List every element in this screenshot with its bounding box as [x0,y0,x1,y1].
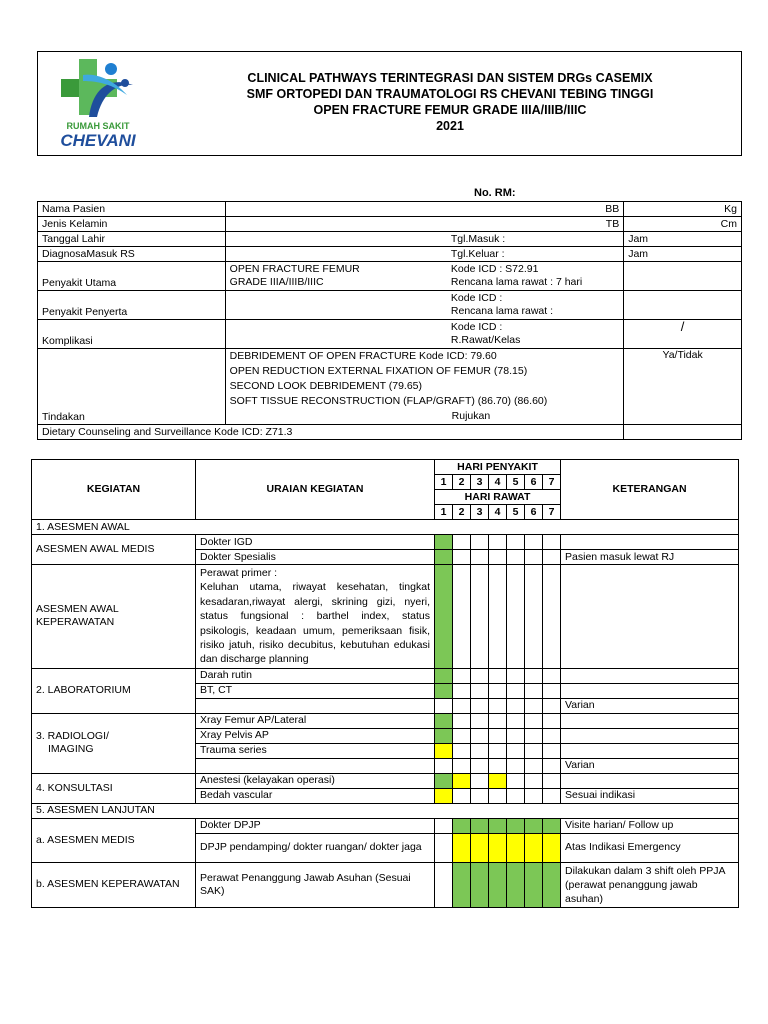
tindakan-label: Tindakan [38,349,226,425]
nama-pasien-label: Nama Pasien [38,202,226,217]
cell-yellow [471,833,489,862]
cell-yellow [489,833,507,862]
dokter-igd: Dokter IGD [196,535,435,550]
kelas-slash: / [624,320,742,349]
cell-green [435,535,453,550]
cell-green [543,818,561,833]
hospital-logo [43,55,153,150]
asesmen-keperawatan-label: b. ASESMEN KEPERAWATAN [32,862,196,907]
tb-label: TB [225,217,624,232]
cell-green [435,550,453,565]
perawat-pj: Perawat Penanggung Jawab Asuhan (Sesuai SAK) [196,862,435,907]
jam-label-2: Jam [624,247,742,262]
cell-green [435,773,453,788]
dokter-dpjp: Dokter DPJP [196,818,435,833]
cell-green [471,818,489,833]
cell-yellow [453,833,471,862]
laboratorium-label: 2. LABORATORIUM [32,668,196,713]
cell-yellow [507,833,525,862]
table-row [32,535,739,550]
jenis-kelamin-label: Jenis Kelamin [38,217,226,232]
cell-yellow [543,833,561,862]
kode-icd-utama: Kode ICD : S72.91 Rencana lama rawat : 7 hari [447,262,624,291]
title-line-3: OPEN FRACTURE FEMUR GRADE IIIA/IIIB/IIIC [313,103,587,117]
cell-green [525,862,543,907]
atas-indikasi: Atas Indikasi Emergency [561,833,739,862]
sesuai-indikasi: Sesuai indikasi [561,788,739,803]
cell-green [525,818,543,833]
bb-label: BB [225,202,624,217]
title-line-4: 2021 [436,119,464,133]
cell-green [435,565,453,669]
anestesi: Anestesi (kelayakan operasi) [196,773,435,788]
clinical-pathway-table [31,459,739,908]
radiologi-label: 3. RADIOLOGI/ IMAGING [32,713,196,773]
cell-green [453,862,471,907]
cell-green [489,818,507,833]
uraian-header: URAIAN KEGIATAN [196,460,435,520]
varian-lab: Varian [561,698,739,713]
asesmen-medis-label: a. ASESMEN MEDIS [32,818,196,862]
table-row [32,565,739,669]
hr-day-7: 7 [543,505,561,520]
pasien-masuk-rj: Pasien masuk lewat RJ [561,550,739,565]
asesmen-awal-keperawatan-label: ASESMEN AWAL KEPERAWATAN [32,565,196,669]
xray-femur: Xray Femur AP/Lateral [196,713,435,728]
cell-yellow [435,788,453,803]
hr-day-6: 6 [525,505,543,520]
hp-day-1: 1 [435,475,453,490]
section-asesmen-lanjutan: 5. ASESMEN LANJUTAN [32,803,739,818]
logo-text-bottom: CHEVANI [60,131,136,150]
title-line-1: CLINICAL PATHWAYS TERINTEGRASI DAN SISTEM DRGs CASEMIX [247,71,653,85]
patient-info-table [37,201,742,440]
table-row [32,818,739,833]
cell-green [471,862,489,907]
cell-green [507,818,525,833]
table-row [32,773,739,788]
trauma-series: Trauma series [196,743,435,758]
diagnosa-label: DiagnosaMasuk RS [38,247,226,262]
dokter-spesialis: Dokter Spesialis [196,550,435,565]
no-rm-label: No. RM: [474,187,516,199]
kode-icd-penyerta: Kode ICD : Rencana lama rawat : [447,291,624,320]
cell-yellow [489,773,507,788]
hp-day-2: 2 [453,475,471,490]
penyakit-utama-label: Penyakit Utama [38,262,226,291]
penyakit-utama-value: OPEN FRACTURE FEMUR GRADE IIIA/IIIB/IIIC [225,262,447,291]
varian-radiologi: Varian [561,758,739,773]
hr-day-2: 2 [453,505,471,520]
hari-penyakit-header: HARI PENYAKIT [435,460,561,475]
bedah-vascular: Bedah vascular [196,788,435,803]
document-title [160,70,740,134]
bt-ct: BT, CT [196,683,435,698]
ya-tidak-label: Ya/Tidak [624,349,742,425]
hp-day-5: 5 [507,475,525,490]
tanggal-lahir-label: Tanggal Lahir [38,232,226,247]
kg-label: Kg [624,202,742,217]
darah-rutin: Darah rutin [196,668,435,683]
komplikasi-label: Komplikasi [38,320,226,349]
cell-green [435,728,453,743]
asesmen-awal-medis-label: ASESMEN AWAL MEDIS [32,535,196,565]
kode-icd-komplikasi: Kode ICD : R.Rawat/Kelas [447,320,624,349]
cell-yellow [525,833,543,862]
table-row [32,713,739,728]
title-line-2: SMF ORTOPEDI DAN TRAUMATOLOGI RS CHEVANI TEBING TINGGI [246,87,654,101]
hp-day-7: 7 [543,475,561,490]
rujukan-label: Rujukan [451,410,491,422]
dilakukan-3-shift: Dilakukan dalam 3 shift oleh PPJA (perawat penanggung jawab asuhan) [561,862,739,907]
cell-green [435,668,453,683]
hp-day-3: 3 [471,475,489,490]
visite-harian: Visite harian/ Follow up [561,818,739,833]
tindakan-list: DEBRIDEMENT OF OPEN FRACTURE Kode ICD: 79.60 OPEN REDUCTION EXTERNAL FIXATION OF FEMUR (78.15) SECOND LOOK DEBRIDEMENT (79.65) SOFT TISSUE RECONSTRUCTION (FLAP/GRAFT) (86.70) (86.60) Rujukan [225,349,624,425]
table-row [32,668,739,683]
penyakit-penyerta-label: Penyakit Penyerta [38,291,226,320]
hr-day-3: 3 [471,505,489,520]
cell-yellow [453,773,471,788]
section-asesmen-awal: 1. ASESMEN AWAL [32,520,739,535]
keterangan-header: KETERANGAN [561,460,739,520]
hp-day-6: 6 [525,475,543,490]
table-row [32,862,739,907]
cell-green [435,713,453,728]
tgl-keluar-label: Tgl.Keluar : [447,247,624,262]
cell-green [543,862,561,907]
cm-label: Cm [624,217,742,232]
cell-green [453,818,471,833]
tgl-masuk-label: Tgl.Masuk : [447,232,624,247]
perawat-primer: Perawat primer : Keluhan utama, riwayat kesehatan, tingkat kesadaran,riwayat alergi, skrining gizi, nyeri, status fungsional : barthel index, status psikologis, keadaan umum, pemeriksaan fisik, risiko jatuh, risiko decubitus, kebutuhan edukasi dan discharge planning [196,565,435,669]
cell-green [507,862,525,907]
hari-rawat-header: HARI RAWAT [435,490,561,505]
dpjp-pendamping: DPJP pendamping/ dokter ruangan/ dokter jaga [196,833,435,862]
dietary-counseling: Dietary Counseling and Surveillance Kode ICD: Z71.3 [38,425,624,440]
hr-day-4: 4 [489,505,507,520]
hr-day-1: 1 [435,505,453,520]
jam-label-1: Jam [624,232,742,247]
cell-yellow [435,743,453,758]
logo-text-top: RUMAH SAKIT [66,121,130,131]
cell-green [489,862,507,907]
kegiatan-header: KEGIATAN [32,460,196,520]
xray-pelvis: Xray Pelvis AP [196,728,435,743]
hp-day-4: 4 [489,475,507,490]
konsultasi-label: 4. KONSULTASI [32,773,196,803]
hr-day-5: 5 [507,505,525,520]
cell-green [435,683,453,698]
